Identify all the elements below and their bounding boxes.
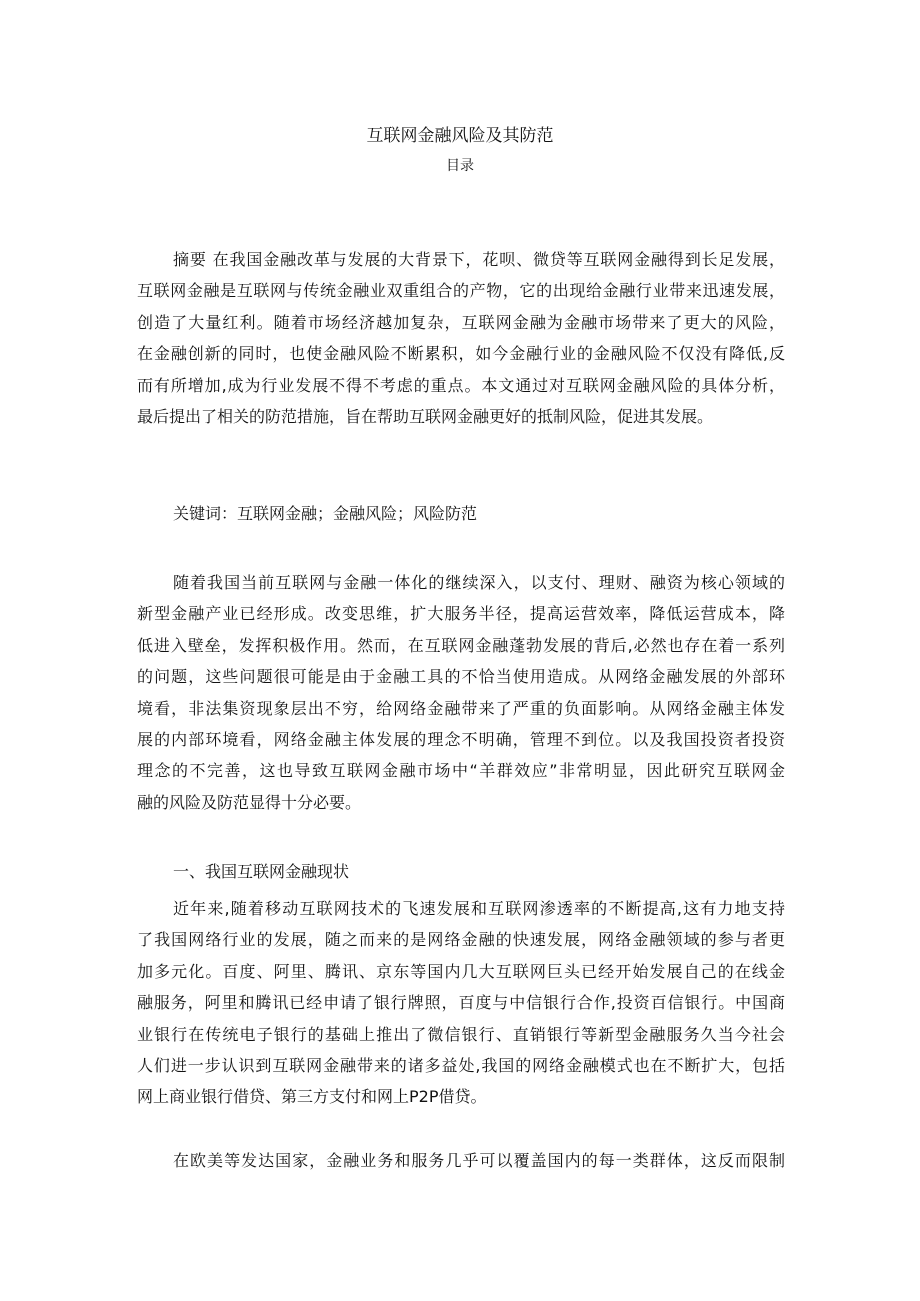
intro-line: 境看，非法集资现象层出不穷，给网络金融带来了严重的负面影响。从网络金融主体发 (137, 698, 785, 718)
body-paragraph (137, 893, 785, 1113)
intro-line: 低进入壁垒，发挥积极作用。然而，在互联网金融蓬勃发展的背后,必然也存在着一系列 (137, 635, 785, 655)
body-line: 融服务，阿里和腾讯已经申请了银行牌照，百度与中信银行合作,投资百信银行。中国商 (137, 993, 785, 1013)
intro-line: 展的内部环境看，网络金融主体发展的理念不明确，管理不到位。以及我国投资者投资 (137, 730, 785, 750)
body-line: 近年来,随着移动互联网技术的飞速发展和互联网渗透率的不断提高,这有力地支持 (173, 899, 785, 918)
intro-line: 新型金融产业已经形成。改变思维，扩大服务半径，提高运营效率，降低运营成本，降 (137, 604, 785, 624)
intro-line: 融的风险及防范显得十分必要。 (137, 792, 362, 812)
body-line: 加多元化。百度、阿里、腾讯、京东等国内几大互联网巨头已经开始发展自己的在线金 (137, 961, 785, 981)
intro-paragraph (137, 567, 785, 818)
keywords-line: 关键词：互联网金融；金融风险；风险防范 (173, 504, 478, 523)
abstract-line: 而有所增加,成为行业发展不得不考虑的重点。本文通过对互联网金融风险的具体分析， (137, 375, 785, 395)
intro-line: 理念的不完善，这也导致互联网金融市场中“羊群效应”非常明显，因此研究互联网金 (137, 761, 785, 781)
abstract-line: 最后提出了相关的防范措施，旨在帮助互联网金融更好的抵制风险，促进其发展。 (137, 407, 714, 427)
body-line: 人们进一步认识到互联网金融带来的诸多益处,我国的网络金融模式也在不断扩大，包括 (137, 1056, 785, 1076)
section-heading-text: 一、我国互联网金融现状 (173, 862, 350, 881)
abstract-paragraph (137, 244, 785, 432)
intro-line: 的问题，这些问题很可能是由于金融工具的不恰当使用造成。从网络金融发展的外部环 (137, 667, 785, 687)
abstract-line: 创造了大量红利。随着市场经济越加复杂，互联网金融为金融市场带来了更大的风险， (137, 312, 785, 332)
document-title: 互联网金融风险及其防范 (366, 126, 554, 146)
section-heading (137, 856, 785, 887)
body-paragraph (137, 1145, 785, 1176)
body-line: 网上商业银行借贷、第三方支付和网上P2P借贷。 (137, 1087, 487, 1107)
body-line: 了我国网络行业的发展，随之而来的是网络金融的快速发展，网络金融领域的参与者更 (137, 930, 785, 950)
toc-label: 目录 (446, 158, 474, 174)
intro-line: 随着我国当前互联网与金融一体化的继续深入，以支付、理财、融资为核心领域的 (173, 573, 785, 592)
abstract-line: 摘要 在我国金融改革与发展的大背景下，花呗、微贷等互联网金融得到长足发展， (173, 250, 785, 269)
body-line: 在欧美等发达国家，金融业务和服务几乎可以覆盖国内的每一类群体，这反而限制 (173, 1151, 785, 1170)
abstract-line: 互联网金融是互联网与传统金融业双重组合的产物，它的出现给金融行业带来迅速发展， (137, 281, 785, 301)
keywords-paragraph (137, 498, 785, 529)
abstract-line: 在金融创新的同时，也使金融风险不断累积，如今金融行业的金融风险不仅没有降低,反 (137, 344, 785, 364)
body-line: 业银行在传统电子银行的基础上推出了微信银行、直销银行等新型金融服务久当今社会 (137, 1024, 785, 1044)
